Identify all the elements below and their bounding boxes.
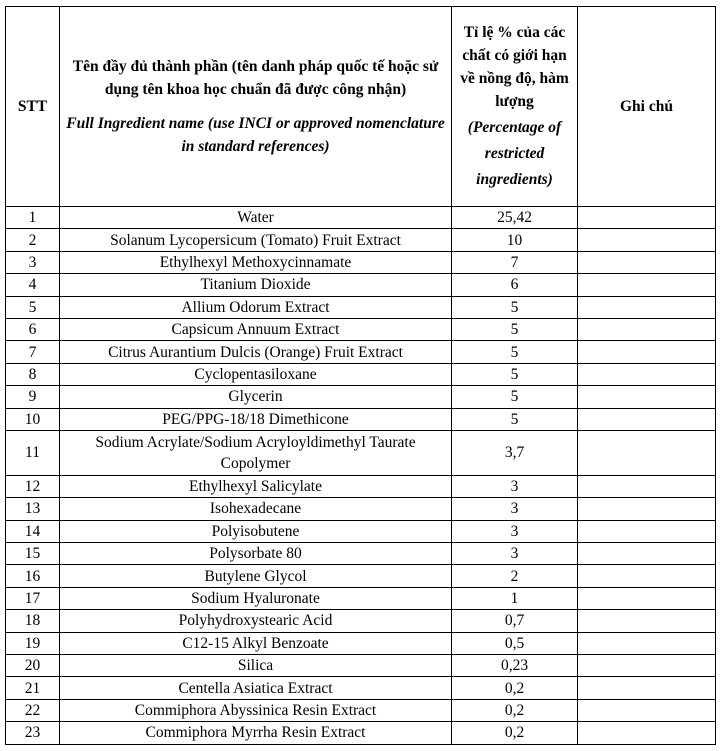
row-note-cell [578,408,716,430]
row-stt-cell: 18 [6,610,60,632]
table-row [6,363,716,385]
row-percentage-cell: 1 [452,587,578,609]
table-body [6,207,716,745]
table-row [6,520,716,542]
row-ingredient-name-cell: Butylene Glycol [60,565,452,587]
row-note-cell [578,341,716,363]
table-row [6,274,716,296]
row-ingredient-name-cell: PEG/PPG-18/18 Dimethicone [60,408,452,430]
row-note-cell [578,699,716,721]
row-note-cell [578,722,716,744]
row-percentage-cell: 10 [452,229,578,251]
row-ingredient-name-cell: Ethylhexyl Salicylate [60,475,452,497]
row-ingredient-name-cell: Glycerin [60,386,452,408]
row-ingredient-name-cell: Polysorbate 80 [60,543,452,565]
header-name-en: Full Ingredient name (use INCI or approved nomenclature in standard references) [66,115,445,155]
row-stt-cell: 6 [6,318,60,340]
row-note-cell [578,274,716,296]
row-percentage-cell: 3,7 [452,430,578,475]
row-ingredient-name-cell: Isohexadecane [60,498,452,520]
row-note-cell [578,296,716,318]
row-stt-cell: 12 [6,475,60,497]
row-percentage-cell: 6 [452,274,578,296]
ingredient-table [5,6,716,745]
row-note-cell [578,430,716,475]
row-note-cell [578,677,716,699]
row-ingredient-name-cell: Ethylhexyl Methoxycinnamate [60,251,452,273]
row-stt-cell: 14 [6,520,60,542]
table-row [6,430,716,475]
row-percentage-cell: 3 [452,543,578,565]
row-ingredient-name-cell: Allium Odorum Extract [60,296,452,318]
row-stt-cell: 10 [6,408,60,430]
row-percentage-cell: 0,5 [452,632,578,654]
row-percentage-cell: 2 [452,565,578,587]
header-pct-vi: Tỉ lệ % của các chất có giới hạn về nồng độ, hàm lượng [460,23,569,110]
row-stt-cell: 9 [6,386,60,408]
row-note-cell [578,655,716,677]
row-ingredient-name-cell: Silica [60,655,452,677]
row-ingredient-name-cell: Water [60,207,452,229]
table-row [6,699,716,721]
header-ingredient-name [60,7,452,207]
row-percentage-cell: 5 [452,386,578,408]
row-stt-cell: 15 [6,543,60,565]
row-percentage-cell: 7 [452,251,578,273]
row-stt-cell: 3 [6,251,60,273]
table-row [6,296,716,318]
header-row [6,7,716,207]
header-stt: STT [6,7,60,207]
row-ingredient-name-cell: Sodium Acrylate/Sodium Acryloyldimethyl Taurate Copolymer [60,430,452,475]
row-note-cell [578,363,716,385]
row-note-cell [578,318,716,340]
table-row [6,229,716,251]
header-name-vi: Tên đầy đủ thành phần (tên danh pháp quốc tế hoặc sử dụng tên khoa học chuẩn đã được công nhận) [72,58,439,98]
table-row [6,475,716,497]
row-ingredient-name-cell: Titanium Dioxide [60,274,452,296]
row-note-cell [578,229,716,251]
row-ingredient-name-cell: Polyisobutene [60,520,452,542]
row-note-cell [578,251,716,273]
row-ingredient-name-cell: Cyclopentasiloxane [60,363,452,385]
row-ingredient-name-cell: Sodium Hyaluronate [60,587,452,609]
row-percentage-cell: 0,2 [452,722,578,744]
table-row [6,341,716,363]
row-percentage-cell: 0,2 [452,699,578,721]
row-stt-cell: 20 [6,655,60,677]
row-percentage-cell: 5 [452,363,578,385]
table-row [6,408,716,430]
row-percentage-cell: 0,7 [452,610,578,632]
row-stt-cell: 11 [6,430,60,475]
table-row [6,677,716,699]
table-row [6,543,716,565]
row-ingredient-name-cell: Capsicum Annuum Extract [60,318,452,340]
table-row [6,655,716,677]
row-stt-cell: 1 [6,207,60,229]
header-note: Ghi chú [578,7,716,207]
row-note-cell [578,386,716,408]
row-stt-cell: 8 [6,363,60,385]
row-note-cell [578,475,716,497]
row-stt-cell: 22 [6,699,60,721]
table-row [6,632,716,654]
table-row [6,722,716,744]
row-ingredient-name-cell: Citrus Aurantium Dulcis (Orange) Fruit Extract [60,341,452,363]
header-pct-en: (Percentage of restricted ingredients) [467,118,562,188]
table-row [6,207,716,229]
row-percentage-cell: 0,2 [452,677,578,699]
row-ingredient-name-cell: Commiphora Abyssinica Resin Extract [60,699,452,721]
row-stt-cell: 7 [6,341,60,363]
row-note-cell [578,587,716,609]
row-percentage-cell: 0,23 [452,655,578,677]
row-note-cell [578,565,716,587]
row-percentage-cell: 5 [452,318,578,340]
table-row [6,610,716,632]
row-ingredient-name-cell: Centella Asiatica Extract [60,677,452,699]
row-percentage-cell: 3 [452,475,578,497]
row-stt-cell: 2 [6,229,60,251]
row-percentage-cell: 25,42 [452,207,578,229]
row-stt-cell: 16 [6,565,60,587]
row-ingredient-name-cell: C12-15 Alkyl Benzoate [60,632,452,654]
row-stt-cell: 17 [6,587,60,609]
row-stt-cell: 4 [6,274,60,296]
row-note-cell [578,610,716,632]
row-percentage-cell: 5 [452,341,578,363]
row-note-cell [578,543,716,565]
row-ingredient-name-cell: Polyhydroxystearic Acid [60,610,452,632]
table-row [6,498,716,520]
row-ingredient-name-cell: Solanum Lycopersicum (Tomato) Fruit Extract [60,229,452,251]
row-stt-cell: 5 [6,296,60,318]
row-note-cell [578,207,716,229]
row-stt-cell: 23 [6,722,60,744]
table-row [6,318,716,340]
row-percentage-cell: 3 [452,498,578,520]
row-percentage-cell: 3 [452,520,578,542]
row-stt-cell: 21 [6,677,60,699]
row-note-cell [578,632,716,654]
table-row [6,565,716,587]
row-stt-cell: 13 [6,498,60,520]
header-percentage [452,7,578,207]
table-row [6,251,716,273]
row-note-cell [578,520,716,542]
row-percentage-cell: 5 [452,408,578,430]
row-stt-cell: 19 [6,632,60,654]
row-ingredient-name-cell: Commiphora Myrrha Resin Extract [60,722,452,744]
table-row [6,587,716,609]
row-percentage-cell: 5 [452,296,578,318]
table-row [6,386,716,408]
row-note-cell [578,498,716,520]
